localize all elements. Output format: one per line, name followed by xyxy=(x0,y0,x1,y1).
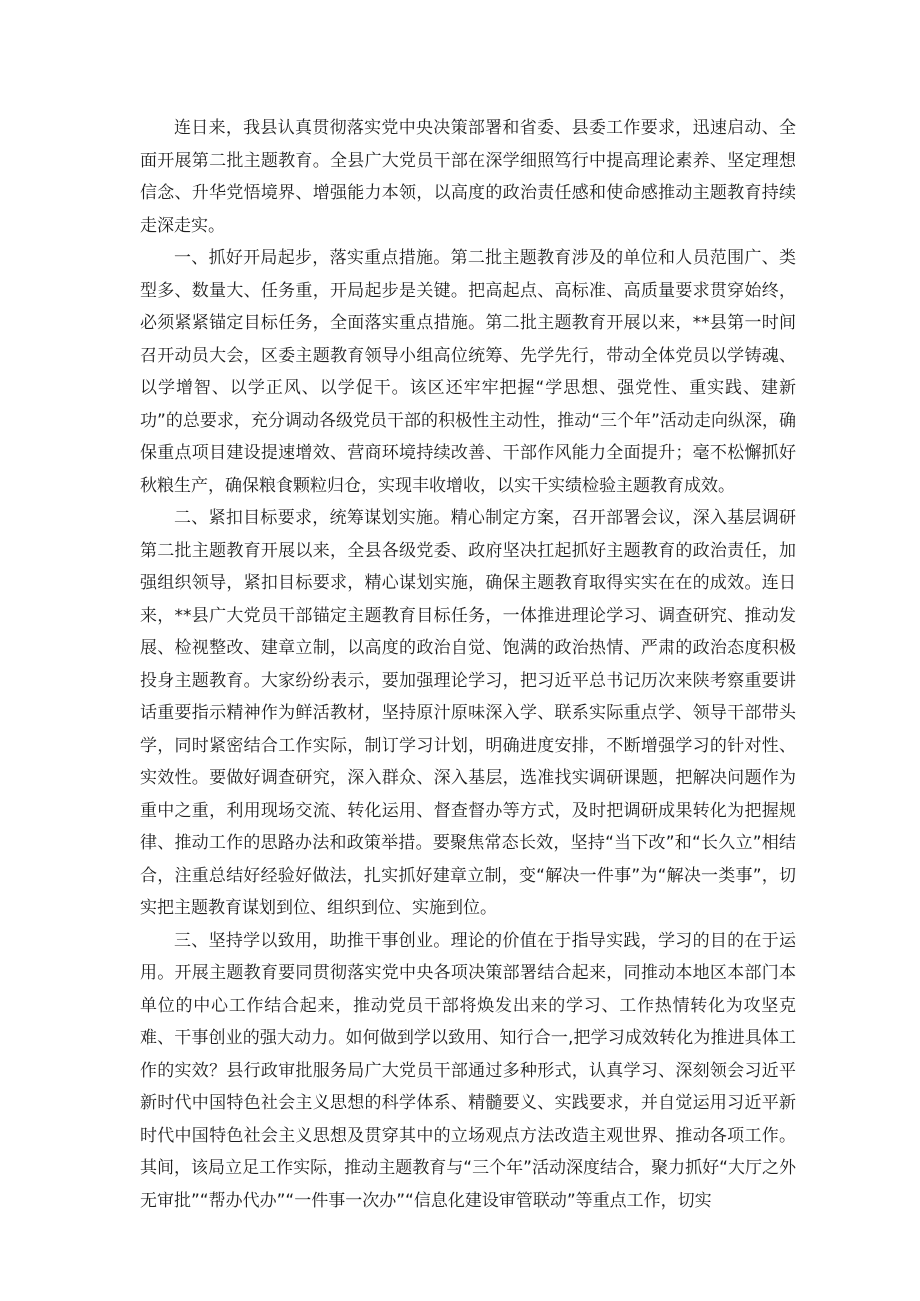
paragraph-intro: 连日来，我县认真贯彻落实党中央决策部署和省委、县委工作要求，迅速启动、全面开展第二批主题教育。全县广大党员干部在深学细照笃行中提高理论素养、坚定理想信念、升华党悟境界、增强能力本领，以高度的政治责任感和使命感推动主题教育持续走深走实。 xyxy=(140,118,796,236)
paragraph-section-two: 二、紧扣目标要求，统筹谋划实施。精心制定方案，召开部署会议，深入基层调研第二批主题教育开展以来，全县各级党委、政府坚决扛起抓好主题教育的政治责任，加强组织领导，紧扣目标要求，精心谋划实施，确保主题教育取得实实在在的成效。连日来，**县广大党员干部锚定主题教育目标任务，一体推进理论学习、调查研究、推动发展、检视整改、建章立制，以高度的政治自觉、饱满的政治热情、严肃的政治态度积极投身主题教育。大家纷纷表示，要加强理论学习，把习近平总书记历次来陕考察重要讲话重要指示精神作为鲜活教材，坚持原汁原味深入学、联系实际重点学、领导干部带头学，同时紧密结合工作实际，制订学习计划，明确进度安排，不断增强学习的针对性、实效性。要做好调查研究，深入群众、深入基层，选准找实调研课题，把解决问题作为重中之重，利用现场交流、转化运用、督查督办等方式，及时把调研成果转化为把握规律、推动工作的思路办法和政策举措。要聚焦常态长效，坚持“当下改”和“长久立”相结合，注重总结好经验好做法，扎实抓好建章立制，变“解决一件事”为“解决一类事”，切实把主题教育谋划到位、组织到位、实施到位。 xyxy=(140,508,796,918)
document-body xyxy=(140,112,796,1217)
paragraph-section-one: 一、抓好开局起步，落实重点措施。第二批主题教育涉及的单位和人员范围广、类型多、数量大、任务重，开局起步是关键。把高起点、高标准、高质量要求贯穿始终，必须紧紧锚定目标任务，全面落实重点措施。第二批主题教育开展以来，**县第一时间召开动员大会，区委主题教育领导小组高位统筹、先学先行，带动全体党员以学铸魂、以学增智、以学正风、以学促干。该区还牢牢把握“学思想、强党性、重实践、建新功”的总要求，充分调动各级党员干部的积极性主动性，推动“三个年”活动走向纵深，确保重点项目建设提速增效、营商环境持续改善、干部作风能力全面提升；毫不松懈抓好秋粮生产，确保粮食颗粒归仓，实现丰收增收，以实干实绩检验主题教育成效。 xyxy=(140,248,796,496)
paragraph-section-three: 三、坚持学以致用，助推干事创业。理论的价值在于指导实践，学习的目的在于运用。开展主题教育要同贯彻落实党中央各项决策部署结合起来，同推动本地区本部门本单位的中心工作结合起来，推动党员干部将焕发出来的学习、工作热情转化为攻坚克难、干事创业的强大动力。如何做到学以致用、知行合一,把学习成效转化为推进具体工作的实效？县行政审批服务局广大党员干部通过多种形式，认真学习、深刻领会习近平新时代中国特色社会主义思想的科学体系、精髓要义、实践要求，并自觉运用习近平新时代中国特色社会主义思想及贯穿其中的立场观点方法改造主观世界、推动各项工作。其间，该局立足工作实际，推动主题教育与“三个年”活动深度结合，聚力抓好“大厅之外无审批”“帮办代办”“一件事一次办”“信息化建设审管联动”等重点工作，切实 xyxy=(140,930,796,1211)
